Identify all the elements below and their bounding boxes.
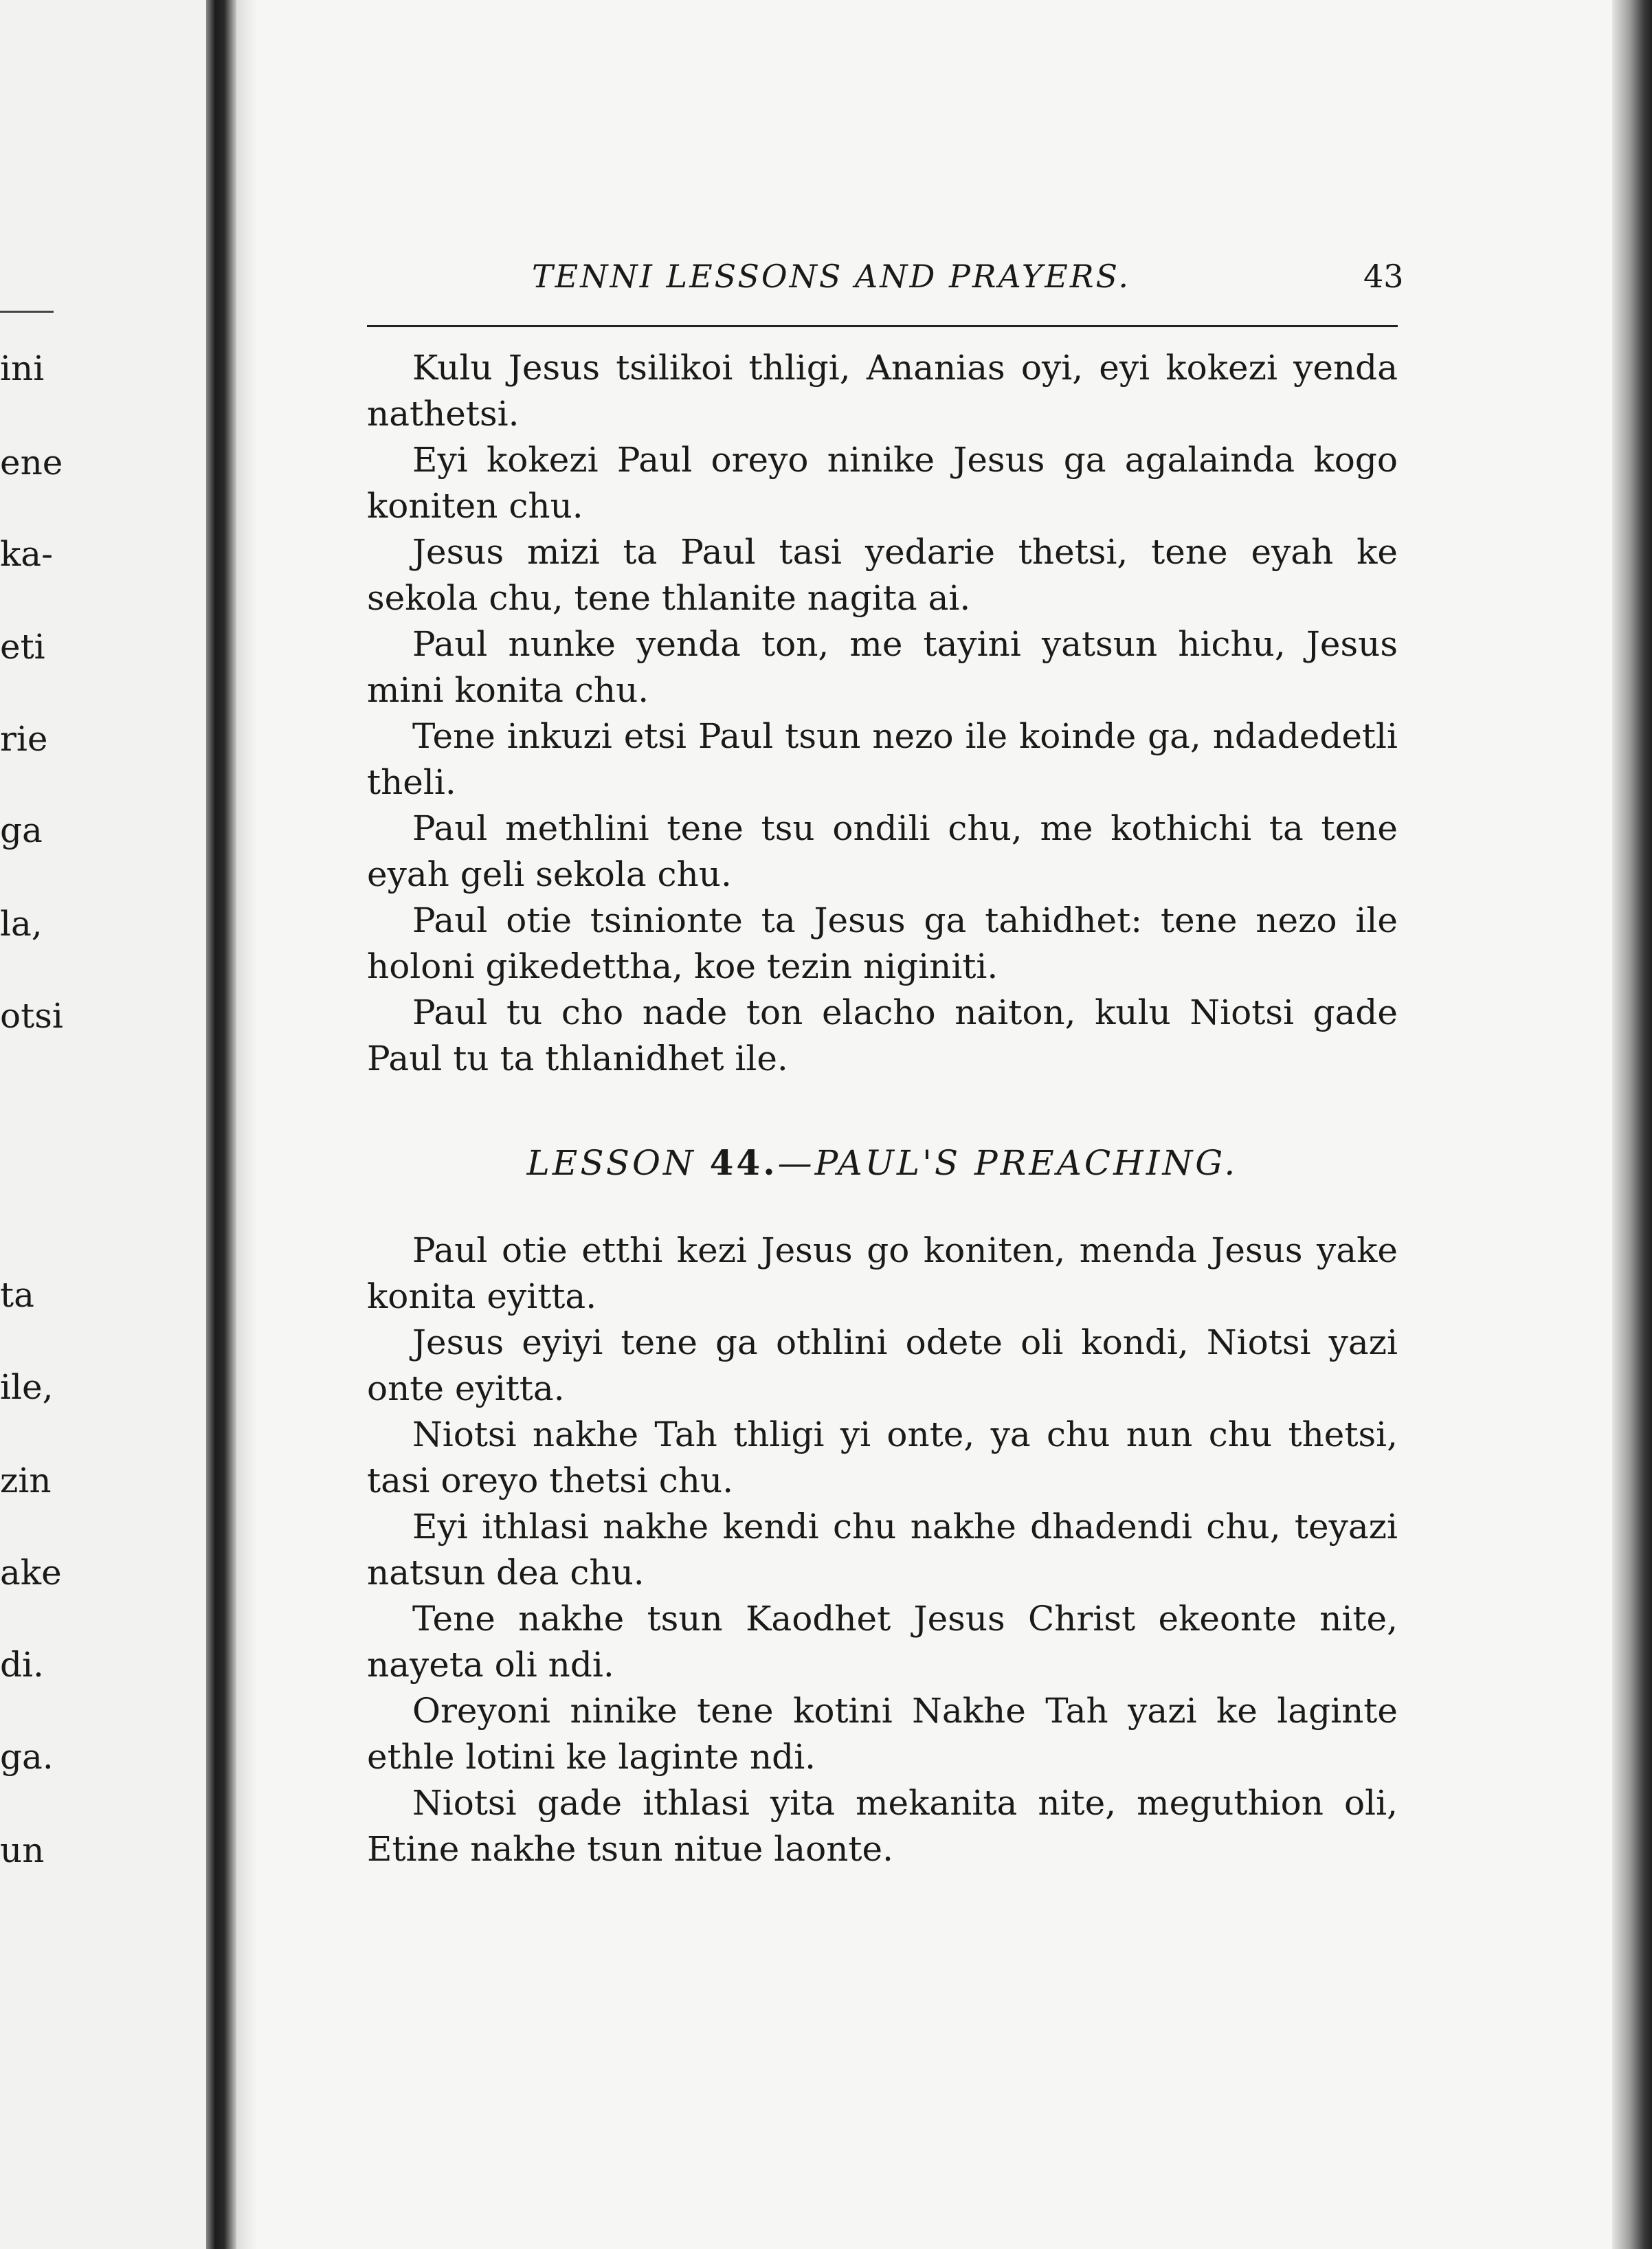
gutter-shadow (236, 0, 257, 2249)
paragraph: Paul methlini tene tsu ondili chu, me kothichi ta tene eyah geli sekola chu. (367, 808, 1398, 894)
paragraph: Kulu Jesus tsilikoi thligi, Ananias oyi, eyi kokezi yenda nathetsi. (367, 348, 1398, 434)
facing-page-fragment: rie (0, 719, 48, 759)
page-number: 43 (1363, 258, 1404, 295)
facing-page-fragment: ake (0, 1553, 62, 1593)
facing-page-fragment: ga. (0, 1737, 54, 1777)
book-page (257, 0, 1612, 2249)
facing-page-fragment: ga (0, 810, 43, 850)
paragraph: Jesus eyiyi tene ga othlini odete oli kondi, Niotsi yazi onte eyitta. (367, 1322, 1398, 1408)
facing-page-edge (0, 0, 206, 2249)
book-gutter (206, 0, 236, 2249)
facing-page-fragment: un (0, 1830, 45, 1870)
paragraph: Niotsi gade ithlasi yita mekanita nite, meguthion oli, Etine nakhe tsun nitue laonte. (367, 1783, 1398, 1869)
lesson-number: 44. (709, 1142, 778, 1183)
paragraph: Eyi ithlasi nakhe kendi chu nakhe dhadendi chu, teyazi natsun dea chu. (367, 1507, 1398, 1593)
paragraph: Paul otie etthi kezi Jesus go koniten, menda Jesus yake konita eyitta. (367, 1230, 1398, 1316)
body-text (367, 345, 1398, 1872)
lesson-title: —PAUL'S PREACHING. (777, 1143, 1238, 1183)
paragraph: Paul otie tsinionte ta Jesus ga tahidhet: tene nezo ile holoni gikedettha, koe tezin niginiti. (367, 900, 1398, 986)
paragraph: Tene inkuzi etsi Paul tsun nezo ile koinde ga, ndadedetli theli. (367, 716, 1398, 802)
facing-page-fragment: zin (0, 1461, 52, 1500)
facing-page-fragment: eti (0, 627, 45, 667)
facing-page-rule (0, 311, 54, 313)
page-right-edge (1612, 0, 1652, 2249)
paragraph: Niotsi nakhe Tah thligi yi onte, ya chu nun chu thetsi, tasi oreyo thetsi chu. (367, 1415, 1398, 1500)
running-title: TENNI LESSONS AND PRAYERS. (532, 258, 1130, 295)
facing-page-fragment: di. (0, 1645, 44, 1685)
facing-page-fragment: ene (0, 443, 63, 483)
facing-page-fragment: ile, (0, 1367, 54, 1407)
paragraph: Tene nakhe tsun Kaodhet Jesus Christ ekeonte nite, nayeta oli ndi. (367, 1599, 1398, 1685)
lesson-prefix: LESSON (526, 1143, 696, 1183)
facing-page-fragment: la, (0, 904, 43, 944)
facing-page-fragment: otsi (0, 996, 63, 1036)
paragraph: Jesus mizi ta Paul tasi yedarie thetsi, tene eyah ke sekola chu, tene thlanite nagita ai. (367, 532, 1398, 618)
lesson-heading (367, 1140, 1398, 1186)
paragraph: Oreyoni ninike tene kotini Nakhe Tah yazi ke laginte ethle lotini ke laginte ndi. (367, 1691, 1398, 1777)
running-head (257, 258, 1612, 306)
paragraph: Paul tu cho nade ton elacho naiton, kulu Niotsi gade Paul tu ta thlanidhet ile. (367, 993, 1398, 1078)
facing-page-fragment: ka- (0, 534, 54, 574)
paragraph: Paul nunke yenda ton, me tayini yatsun hichu, Jesus mini konita chu. (367, 624, 1398, 710)
facing-page-fragment: ini (0, 348, 45, 388)
paragraph: Eyi kokezi Paul oreyo ninike Jesus ga agalainda kogo koniten chu. (367, 440, 1398, 526)
header-rule (367, 325, 1398, 327)
facing-page-fragment: ta (0, 1275, 34, 1315)
